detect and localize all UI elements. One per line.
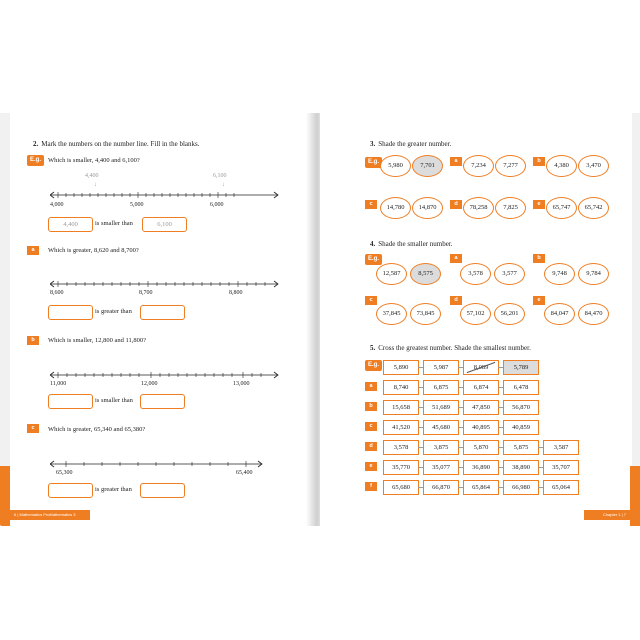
number-line-axis bbox=[50, 277, 280, 291]
tick-label: 8,600 bbox=[50, 290, 64, 296]
eg-answer-box-2: 6,100 bbox=[142, 217, 187, 232]
tick-label: 8,800 bbox=[229, 290, 243, 296]
q4-e-oval-a[interactable]: 84,047 bbox=[544, 303, 575, 325]
q5-heading: 5. Cross the greatest number. Shade the smallest number. bbox=[370, 344, 531, 352]
eg-connector: is smaller than bbox=[95, 220, 133, 227]
q5-number-cell[interactable]: 35,770 bbox=[383, 460, 419, 475]
q5-number-cell[interactable]: 3,578 bbox=[383, 440, 419, 455]
q3-eg-oval-a: 5,980 bbox=[380, 155, 411, 177]
b-answer-box-2[interactable] bbox=[140, 394, 185, 409]
a-answer-box-2[interactable] bbox=[140, 305, 185, 320]
q4-e-badge: e bbox=[533, 296, 545, 305]
q5-number-cell[interactable]: 51,689 bbox=[423, 400, 459, 415]
b-number-line bbox=[50, 368, 280, 392]
q5-number-cell[interactable]: 5,875 bbox=[503, 440, 539, 455]
c-answer-box-1[interactable] bbox=[48, 483, 93, 498]
number-line-axis bbox=[50, 457, 280, 471]
q3-e-oval-a[interactable]: 65,747 bbox=[546, 197, 577, 219]
q5-row-badge: a bbox=[365, 382, 377, 391]
q3-a-oval-b[interactable]: 7,277 bbox=[495, 155, 526, 177]
q2-heading: 2. Mark the numbers on the number line. Fill in the blanks. bbox=[33, 140, 200, 148]
q5-number-cell[interactable]: 65,864 bbox=[463, 480, 499, 495]
q4-a-badge: a bbox=[450, 254, 462, 263]
q5-row-badge: c bbox=[365, 422, 377, 431]
q3-c-badge: c bbox=[365, 200, 377, 209]
tick-label: 8,700 bbox=[139, 290, 153, 296]
eg-badge: E.g. bbox=[27, 155, 44, 166]
q5-number-cell[interactable]: 56,870 bbox=[503, 400, 539, 415]
q5-number-cell[interactable]: 65,680 bbox=[383, 480, 419, 495]
q5-number-cell[interactable]: 47,850 bbox=[463, 400, 499, 415]
q5-row-badge: b bbox=[365, 402, 377, 411]
left-page-tab bbox=[0, 466, 10, 526]
q4-d-oval-b[interactable]: 56,201 bbox=[494, 303, 525, 325]
q3-d-badge: d bbox=[450, 200, 462, 209]
part-c-question: Which is greater, 65,340 and 65,380? bbox=[48, 426, 146, 433]
c-answer-box-2[interactable] bbox=[140, 483, 185, 498]
q4-a-oval-a[interactable]: 3,578 bbox=[460, 263, 491, 285]
q4-e-oval-b[interactable]: 84,470 bbox=[578, 303, 609, 325]
tick-label: 65,300 bbox=[56, 470, 73, 476]
tick-label: 4,000 bbox=[50, 202, 64, 208]
q3-eg-oval-b: 7,701 bbox=[412, 155, 443, 177]
q5-number-cell[interactable]: 6,874 bbox=[463, 380, 499, 395]
q3-e-oval-b[interactable]: 65,742 bbox=[578, 197, 609, 219]
q5-number-cell[interactable]: 5,870 bbox=[463, 440, 499, 455]
q5-number-cell[interactable]: 65,064 bbox=[543, 480, 579, 495]
right-footer: Chapter 1 | 7 bbox=[584, 510, 632, 520]
a-connector: is greater than bbox=[95, 308, 132, 315]
q4-c-oval-b[interactable]: 73,845 bbox=[410, 303, 441, 325]
q5-number-cell: 8,089 bbox=[463, 360, 499, 375]
q4-a-oval-b[interactable]: 3,577 bbox=[494, 263, 525, 285]
q4-c-badge: c bbox=[365, 296, 377, 305]
q5-number-cell[interactable]: 8,740 bbox=[383, 380, 419, 395]
q5-number-cell: 5,789 bbox=[503, 360, 539, 375]
down-arrow-icon: ↓ bbox=[222, 182, 225, 188]
q3-heading: 3. Shade the greater number. bbox=[370, 140, 452, 148]
q5-row-badge: d bbox=[365, 442, 377, 451]
q5-number-cell[interactable]: 35,077 bbox=[423, 460, 459, 475]
eg-answer-box-1: 4,400 bbox=[48, 217, 93, 232]
q4-b-badge: b bbox=[533, 254, 545, 263]
q5-row-badge: E.g. bbox=[365, 360, 382, 371]
b-answer-box-1[interactable] bbox=[48, 394, 93, 409]
q5-number-cell[interactable]: 66,870 bbox=[423, 480, 459, 495]
q3-eg-badge: E.g. bbox=[365, 157, 382, 168]
q4-heading: 4. Shade the smaller number. bbox=[370, 240, 453, 248]
q4-b-oval-b[interactable]: 9,784 bbox=[578, 263, 609, 285]
q5-number-cell[interactable]: 3,587 bbox=[543, 440, 579, 455]
tick-label: 65,400 bbox=[236, 470, 253, 476]
left-page bbox=[10, 113, 312, 526]
q4-d-oval-a[interactable]: 57,102 bbox=[460, 303, 491, 325]
q4-eg-oval-b: 8,575 bbox=[410, 263, 441, 285]
q4-c-oval-a[interactable]: 37,845 bbox=[376, 303, 407, 325]
part-b-badge: b bbox=[27, 336, 39, 345]
eg-mark-6100: 6,100 bbox=[213, 173, 227, 179]
left-footer: 6 | Mathematics ProMathematics 3 bbox=[10, 510, 90, 520]
number-line-axis bbox=[50, 187, 280, 207]
q5-number-cell[interactable]: 45,680 bbox=[423, 420, 459, 435]
c-number-line bbox=[50, 457, 280, 481]
q5-number-cell[interactable]: 35,707 bbox=[543, 460, 579, 475]
q5-number-cell[interactable]: 38,890 bbox=[503, 460, 539, 475]
right-page bbox=[320, 113, 632, 526]
q3-d-oval-b[interactable]: 7,825 bbox=[495, 197, 526, 219]
q5-number-cell[interactable]: 40,895 bbox=[463, 420, 499, 435]
q3-b-oval-a[interactable]: 4,380 bbox=[546, 155, 577, 177]
a-answer-box-1[interactable] bbox=[48, 305, 93, 320]
part-a-badge: a bbox=[27, 246, 39, 255]
tick-label: 12,000 bbox=[141, 381, 158, 387]
q4-eg-oval-a: 12,587 bbox=[376, 263, 407, 285]
q5-number-cell[interactable]: 15,658 bbox=[383, 400, 419, 415]
part-b-question: Which is smaller, 12,800 and 11,800? bbox=[48, 337, 147, 344]
q5-number-cell[interactable]: 6,875 bbox=[423, 380, 459, 395]
number-line-axis bbox=[50, 368, 280, 382]
eg-mark-4400: 4,400 bbox=[85, 173, 99, 179]
down-arrow-icon: ↓ bbox=[94, 182, 97, 188]
q5-number-cell: 5,890 bbox=[383, 360, 419, 375]
open-workbook bbox=[0, 113, 640, 526]
q5-number-cell[interactable]: 66,980 bbox=[503, 480, 539, 495]
part-c-badge: c bbox=[27, 424, 39, 433]
q3-a-badge: a bbox=[450, 157, 462, 166]
q3-d-oval-a[interactable]: 78,258 bbox=[463, 197, 494, 219]
q5-number-cell[interactable]: 6,478 bbox=[503, 380, 539, 395]
tick-label: 13,000 bbox=[233, 381, 250, 387]
q5-number-cell[interactable]: 41,520 bbox=[383, 420, 419, 435]
q5-row-badge: e bbox=[365, 462, 377, 471]
b-connector: is smaller than bbox=[95, 397, 133, 404]
tick-label: 6,000 bbox=[210, 202, 224, 208]
eg-question: Which is smaller, 4,400 and 6,100? bbox=[48, 157, 140, 164]
tick-label: 5,000 bbox=[130, 202, 144, 208]
q3-c-oval-b[interactable]: 14,870 bbox=[412, 197, 443, 219]
q5-number-cell[interactable]: 36,890 bbox=[463, 460, 499, 475]
q5-number-cell[interactable]: 3,875 bbox=[423, 440, 459, 455]
part-a-question: Which is greater, 8,620 and 8,700? bbox=[48, 247, 139, 254]
q3-c-oval-a[interactable]: 14,780 bbox=[380, 197, 411, 219]
tick-label: 11,000 bbox=[50, 381, 67, 387]
q3-b-oval-b[interactable]: 3,470 bbox=[578, 155, 609, 177]
q4-b-oval-a[interactable]: 9,748 bbox=[544, 263, 575, 285]
q5-number-cell[interactable]: 40,859 bbox=[503, 420, 539, 435]
q4-eg-badge: E.g. bbox=[365, 254, 382, 265]
eg-number-line bbox=[50, 173, 280, 213]
q3-e-badge: e bbox=[533, 200, 545, 209]
c-connector: is greater than bbox=[95, 486, 132, 493]
a-number-line bbox=[50, 277, 280, 301]
q5-number-cell: 5,987 bbox=[423, 360, 459, 375]
q5-row-badge: f bbox=[365, 482, 377, 491]
q3-b-badge: b bbox=[533, 157, 545, 166]
q3-a-oval-a[interactable]: 7,234 bbox=[463, 155, 494, 177]
q4-d-badge: d bbox=[450, 296, 462, 305]
